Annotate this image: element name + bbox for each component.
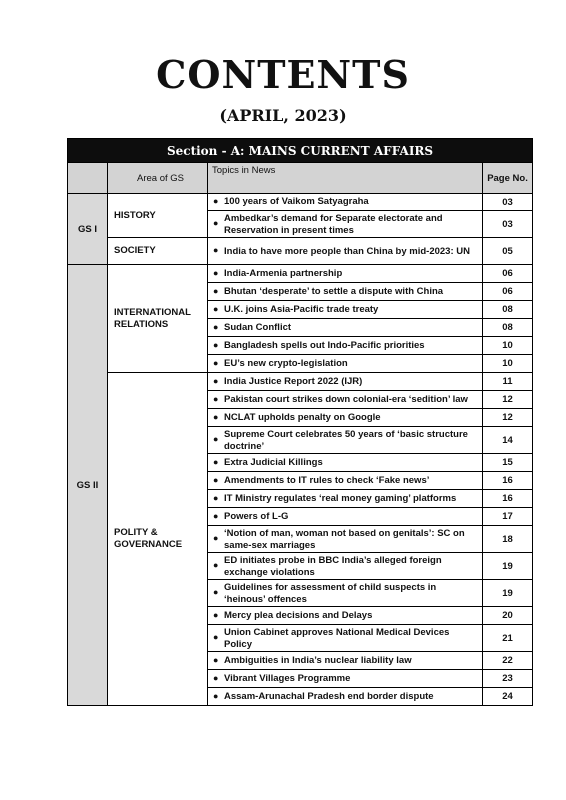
bullet-icon: ● [213, 411, 219, 422]
topic-text: Bangladesh spells out Indo-Pacific priorities [224, 339, 425, 351]
page-number: 24 [483, 688, 533, 706]
bullet-icon: ● [213, 245, 219, 255]
area-label: INTERNATIONAL RELATIONS [108, 265, 208, 373]
page-number: 08 [483, 319, 533, 337]
table-row [68, 238, 533, 265]
gs-label: GS II [68, 265, 108, 706]
page-number: 18 [483, 526, 533, 553]
bullet-icon: ● [213, 587, 219, 597]
bullet-icon: ● [213, 510, 219, 521]
page-number: 16 [483, 490, 533, 508]
bullet-icon: ● [213, 672, 219, 683]
bullet-icon: ● [213, 285, 219, 296]
page-number: 10 [483, 337, 533, 355]
page-number: 03 [483, 211, 533, 238]
page-number: 19 [483, 580, 533, 607]
bullet-icon: ● [213, 456, 219, 467]
page-number: 17 [483, 508, 533, 526]
page-number: 22 [483, 652, 533, 670]
topic-text: Extra Judicial Killings [224, 456, 323, 468]
bullet-icon: ● [213, 339, 219, 350]
bullet-icon: ● [213, 690, 219, 701]
page-number: 08 [483, 301, 533, 319]
bullet-icon: ● [213, 492, 219, 503]
header-area: Area of GS [108, 163, 208, 194]
topic-text: ‘Notion of man, woman not based on genitals’: SC on same-sex marriages [224, 528, 465, 551]
bullet-icon: ● [213, 393, 219, 404]
bullet-icon: ● [213, 654, 219, 665]
page-title: CONTENTS [156, 52, 410, 97]
table-row [68, 265, 533, 283]
bullet-icon: ● [213, 560, 219, 570]
bullet-icon: ● [213, 474, 219, 485]
page-number: 16 [483, 472, 533, 490]
header-page: Page No. [483, 163, 533, 194]
bullet-icon: ● [213, 267, 219, 278]
topic-text: Supreme Court celebrates 50 years of ‘basic structure doctrine’ [224, 429, 468, 452]
contents-table [67, 138, 533, 706]
topic-text: Vibrant Villages Programme [224, 672, 351, 684]
area-label: POLITY & GOVERNANCE [108, 373, 208, 706]
bullet-icon: ● [213, 609, 219, 620]
bullet-icon: ● [213, 303, 219, 314]
topic-text: Union Cabinet approves National Medical Devices Policy [224, 627, 450, 650]
page-number: 12 [483, 409, 533, 427]
bullet-icon: ● [213, 218, 219, 228]
topic-text: Mercy plea decisions and Delays [224, 609, 373, 621]
page-number: 14 [483, 427, 533, 454]
page-number: 06 [483, 265, 533, 283]
topic-text: Guidelines for assessment of child suspects in ‘heinous’ offences [224, 582, 437, 605]
topic-text: India to have more people than China by mid-2023: UN [224, 245, 470, 257]
table-row [68, 194, 533, 211]
bullet-icon: ● [213, 533, 219, 543]
header-gs-blank [68, 163, 108, 194]
section-heading: Section - A: MAINS CURRENT AFFAIRS [68, 139, 533, 163]
topic-text: EU’s new crypto-legislation [224, 357, 348, 369]
topic-text: Pakistan court strikes down colonial-era ‘sedition’ law [224, 393, 468, 405]
topic-text: Powers of L-G [224, 510, 289, 522]
topic-text: Ambiguities in India’s nuclear liability law [224, 654, 412, 666]
bullet-icon: ● [213, 321, 219, 332]
gs-label: GS I [68, 194, 108, 265]
bullet-icon: ● [213, 196, 219, 206]
page-number: 21 [483, 625, 533, 652]
page-subtitle: (APRIL, 2023) [219, 106, 347, 125]
bullet-icon: ● [213, 357, 219, 368]
topic-text: ED initiates probe in BBC India’s alleged foreign exchange violations [224, 555, 442, 578]
table-row [68, 373, 533, 391]
page-number: 12 [483, 391, 533, 409]
topic-text: Assam-Arunachal Pradesh end border dispute [224, 690, 434, 702]
page-number: 06 [483, 283, 533, 301]
page-number: 11 [483, 373, 533, 391]
topic-text: Ambedkar’s demand for Separate electorate and Reservation in present times [224, 213, 443, 236]
area-label: SOCIETY [108, 238, 208, 265]
page-number: 19 [483, 553, 533, 580]
header-topics: Topics in News [208, 163, 483, 194]
page-number: 03 [483, 194, 533, 211]
page-number: 05 [483, 238, 533, 265]
topic-text: India Justice Report 2022 (IJR) [224, 375, 363, 387]
topic-text: IT Ministry regulates ‘real money gaming’ platforms [224, 492, 457, 504]
page-number: 10 [483, 355, 533, 373]
bullet-icon: ● [213, 434, 219, 444]
bullet-icon: ● [213, 375, 219, 386]
topic-text: U.K. joins Asia-Pacific trade treaty [224, 303, 379, 315]
page-number: 20 [483, 607, 533, 625]
bullet-icon: ● [213, 632, 219, 642]
topic-text: Bhutan ‘desperate’ to settle a dispute with China [224, 285, 444, 297]
topic-text: Sudan Conflict [224, 321, 292, 333]
page-number: 23 [483, 670, 533, 688]
page-number: 15 [483, 454, 533, 472]
topic-text: Amendments to IT rules to check ‘Fake news’ [224, 474, 430, 486]
topic-text: NCLAT upholds penalty on Google [224, 411, 381, 423]
area-label: HISTORY [108, 194, 208, 238]
topic-text: India-Armenia partnership [224, 267, 343, 279]
topic-text: 100 years of Vaikom Satyagraha [224, 196, 369, 208]
